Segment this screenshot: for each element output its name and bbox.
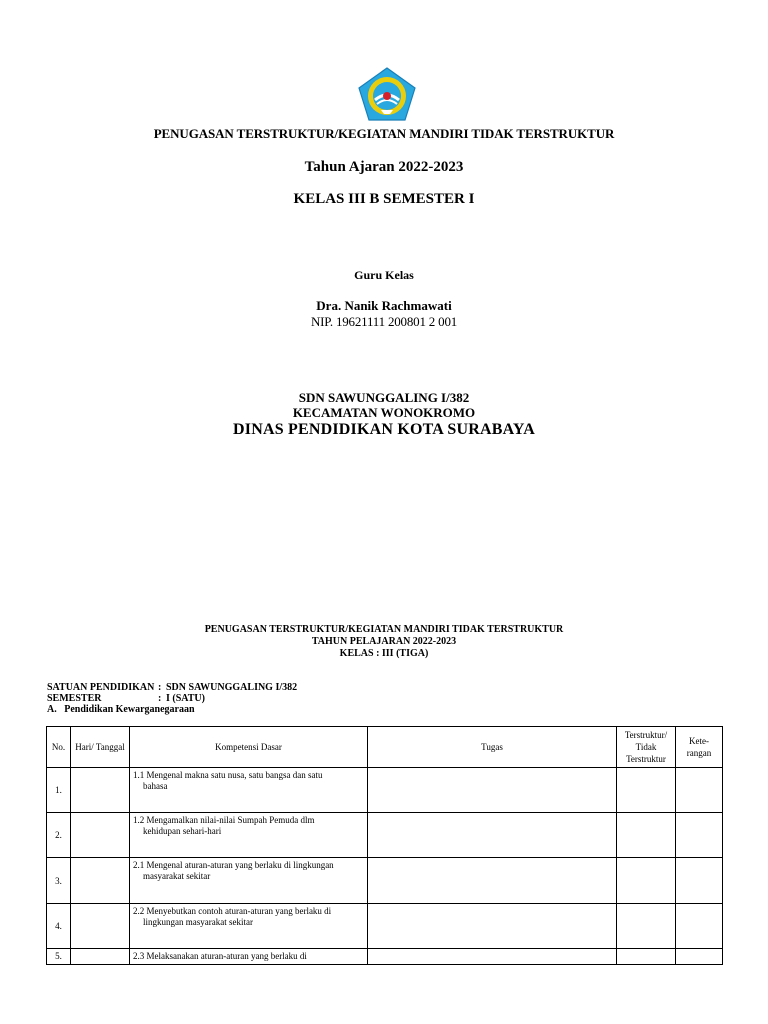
- row-task[interactable]: [368, 904, 617, 949]
- table-row: [47, 858, 723, 904]
- row-task[interactable]: [368, 813, 617, 858]
- tut-wuri-handayani-logo: [357, 66, 417, 122]
- semester-value: I (SATU): [166, 693, 205, 704]
- row-note[interactable]: [676, 858, 723, 904]
- row-type[interactable]: [617, 858, 676, 904]
- district-name: KECAMATAN WONOKROMO: [292, 405, 476, 420]
- row-type[interactable]: [617, 813, 676, 858]
- unit-colon: :: [158, 682, 162, 693]
- table-row: [47, 949, 723, 965]
- row-kd: 1.2 Mengamalkan nilai-nilai Sumpah Pemuda dlm kehidupan sehari-hari: [130, 813, 368, 858]
- table-row: [47, 904, 723, 949]
- row-kd: 2.2 Menyebutkan contoh aturan-aturan yang berlaku di lingkungan masyarakat sekitar: [130, 904, 368, 949]
- page2-year: TAHUN PELAJARAN 2022-2023: [311, 636, 457, 647]
- row-date[interactable]: [71, 904, 130, 949]
- unit-label: SATUAN PENDIDIKAN: [47, 682, 155, 693]
- row-no: 1.: [47, 768, 71, 813]
- col-no: No.: [47, 727, 71, 768]
- row-no: 2.: [47, 813, 71, 858]
- row-kd: 2.1 Mengenal aturan-aturan yang berlaku di lingkungan masyarakat sekitar: [130, 858, 368, 904]
- cover-class: KELAS III B SEMESTER I: [293, 191, 475, 207]
- row-type[interactable]: [617, 768, 676, 813]
- table-row: [47, 768, 723, 813]
- row-note[interactable]: [676, 813, 723, 858]
- row-note[interactable]: [676, 768, 723, 813]
- page2-class: KELAS : III (TIGA): [339, 648, 429, 659]
- agency-name: DINAS PENDIDIKAN KOTA SURABAYA: [233, 421, 535, 438]
- col-type: Terstruktur/ Tidak Terstruktur: [617, 727, 676, 768]
- col-task: Tugas: [368, 727, 617, 768]
- row-note[interactable]: [676, 949, 723, 965]
- col-note: Kete- rangan: [676, 727, 723, 768]
- cover-year: Tahun Ajaran 2022-2023: [304, 159, 464, 175]
- subject-heading: A. Pendidikan Kewarganegaraan: [47, 704, 195, 715]
- row-task[interactable]: [368, 949, 617, 965]
- semester-label: SEMESTER: [47, 693, 102, 704]
- task-table: [46, 726, 723, 965]
- teacher-name: Dra. Nanik Rachmawati: [316, 298, 452, 313]
- teacher-nip: NIP. 19621111 200801 2 001: [310, 314, 458, 329]
- row-no: 5.: [47, 949, 71, 965]
- table-row: [47, 813, 723, 858]
- page2-title: PENUGASAN TERSTRUKTUR/KEGIATAN MANDIRI TIDAK TERSTRUKTUR: [204, 624, 564, 635]
- row-kd: 1.1 Mengenal makna satu nusa, satu bangsa dan satu bahasa: [130, 768, 368, 813]
- semester-colon: :: [158, 693, 162, 704]
- row-kd: 2.3 Melaksanakan aturan-aturan yang berlaku di: [130, 949, 368, 965]
- row-no: 3.: [47, 858, 71, 904]
- col-date: Hari/ Tanggal: [71, 727, 130, 768]
- row-no: 4.: [47, 904, 71, 949]
- col-kd: Kompetensi Dasar: [130, 727, 368, 768]
- table-header-row: [47, 727, 723, 768]
- row-note[interactable]: [676, 904, 723, 949]
- row-date[interactable]: [71, 949, 130, 965]
- unit-value: SDN SAWUNGGALING I/382: [166, 682, 298, 693]
- row-type[interactable]: [617, 904, 676, 949]
- row-date[interactable]: [71, 768, 130, 813]
- row-task[interactable]: [368, 858, 617, 904]
- row-date[interactable]: [71, 858, 130, 904]
- row-date[interactable]: [71, 813, 130, 858]
- cover-title: PENUGASAN TERSTRUKTUR/KEGIATAN MANDIRI TIDAK TERSTRUKTUR: [153, 126, 615, 141]
- school-name: SDN SAWUNGGALING I/382: [298, 390, 470, 405]
- row-type[interactable]: [617, 949, 676, 965]
- teacher-label: Guru Kelas: [354, 268, 414, 282]
- row-task[interactable]: [368, 768, 617, 813]
